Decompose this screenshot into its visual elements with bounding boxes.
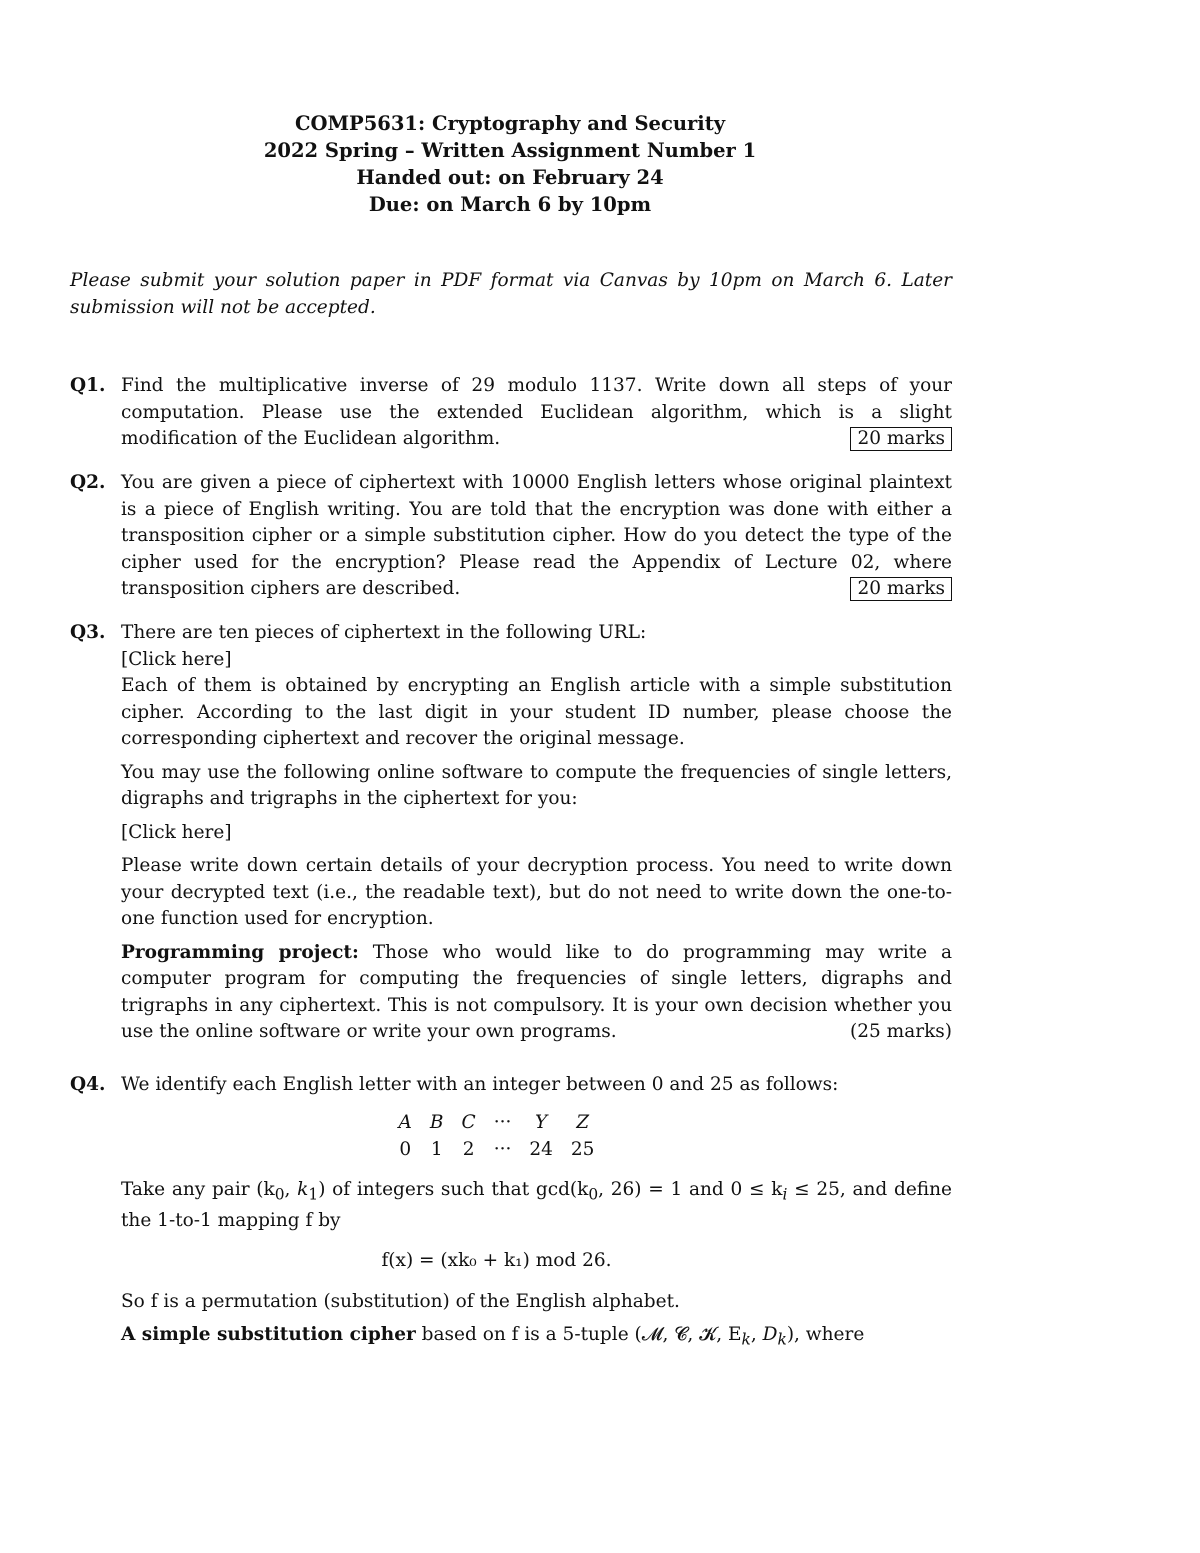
question-3-paragraph-1: Each of them is obtained by encrypting an English article with a simple substitution cipher. According to the last digit in your student ID number, please choose the corresponding ciphertext and recover the original message.: [121, 675, 952, 749]
cipher-definition-label: A simple substitution cipher: [121, 1324, 416, 1346]
programming-project-label: Programming project:: [121, 941, 359, 963]
submission-instructions: Please submit your solution paper in PDF format via Canvas by 10pm on March 6. Later submission will not be accepted.: [70, 270, 952, 318]
letter-number-table: [390, 1109, 604, 1163]
assignment-title: 2022 Spring – Written Assignment Number 1: [263, 139, 757, 162]
programming-project: [121, 940, 952, 1046]
question-3: [70, 620, 952, 1046]
cipher-definition-text: based on f is a 5-tuple (𝓜, 𝓒, 𝓚, E: [415, 1324, 742, 1346]
permutation-statement: So f is a permutation (substitution) of the English alphabet.: [121, 1290, 680, 1312]
table-number: 2: [462, 1138, 475, 1160]
table-number: 25: [570, 1138, 595, 1160]
key-pair-text-4: ≤ 25, and define the 1-to-1 mapping f by: [121, 1178, 952, 1231]
key-pair-text-2: ) of integers such that gcd(k: [318, 1178, 589, 1200]
programming-project-text: Those who would like to do programming may write a computer program for computing the frequencies of single letters, digraphs and trigraphs in any ciphertext. This is not compulsory. It is your own decision whether you use the online software or write your own programs.: [121, 941, 952, 1042]
table-number: ···: [493, 1138, 512, 1160]
table-number: 0: [399, 1138, 412, 1160]
question-3-label: Q3.: [70, 622, 106, 643]
table-letter: A: [398, 1111, 412, 1133]
question-2: [70, 470, 952, 603]
table-letter: ···: [493, 1111, 512, 1133]
document-header: [0, 110, 1020, 218]
table-letter: B: [429, 1111, 444, 1133]
question-3-paragraph-3: Please write down certain details of your decryption process. You need to write down your decrypted text (i.e., the readable text), but do not need to write down the one-to-one function used for encryption.: [121, 855, 952, 929]
table-letter: Z: [576, 1111, 590, 1133]
cipher-definition: A simple substitution cipher based on f is a 5-tuple (𝓜, 𝓒, 𝓚, $E_k$, $D_k$), where: [121, 1324, 865, 1349]
question-3-paragraph-2: You may use the following online software to compute the frequencies of single letters, digraphs and trigraphs in the ciphertext for you:: [121, 761, 952, 809]
mapping-formula: f(x) = (xk₀ + k₁) mod 26.: [381, 1250, 612, 1272]
table-number: 24: [529, 1138, 553, 1160]
table-letter: C: [461, 1111, 476, 1133]
frequency-software-link[interactable]: [Click here]: [121, 821, 232, 843]
key-pair-text-1: Take any pair (k: [121, 1178, 275, 1200]
question-2-text: You are given a piece of ciphertext with 10000 English letters whose original plaintext is a piece of English writing. You are told that the encryption was done with either a transposition cipher or a simple substitution cipher. How do you detect the type of the cipher used for the encryption? Please read the Appendix of Lecture 02, where transposition ciphers are described.: [121, 472, 952, 599]
question-2-marks: 20 marks: [850, 577, 952, 601]
table-number: 1: [430, 1138, 443, 1160]
key-pair-definition: Take any pair ($k_0$, $k_1$) of integers such that $\gcd(k_0$, 26) = 1 and $0 \le k_i \le 25$, and define the 1-to-1 mapping f by: [121, 1178, 952, 1231]
course-title: COMP5631: Cryptography and Security: [294, 112, 726, 135]
due-date: Due: on March 6 by 10pm: [368, 193, 652, 216]
key-pair-text-3: , 26) = 1 and 0 ≤ k: [598, 1178, 783, 1200]
ciphertext-link[interactable]: [Click here]: [121, 648, 232, 670]
question-3-marks: (25 marks): [850, 1021, 952, 1042]
cipher-definition-end: ), where: [786, 1324, 865, 1346]
question-1-label: Q1.: [70, 375, 106, 396]
table-letter: Y: [535, 1111, 548, 1133]
question-1-text: Find the multiplicative inverse of 29 modulo 1137. Write down all steps of your computation. Please use the extended Euclidean algorithm, which is a slight modification of the Euclidean algorithm.: [121, 375, 952, 449]
question-2-label: Q2.: [70, 472, 106, 493]
question-1-marks: 20 marks: [850, 427, 952, 451]
question-4: [70, 1072, 952, 1360]
handed-out-date: Handed out: on February 24: [356, 166, 664, 189]
question-4-label: Q4.: [70, 1074, 106, 1095]
question-3-intro: There are ten pieces of ciphertext in the following URL:: [121, 622, 647, 643]
question-1: [70, 373, 952, 453]
question-4-intro: We identify each English letter with an integer between 0 and 25 as follows:: [121, 1074, 839, 1095]
